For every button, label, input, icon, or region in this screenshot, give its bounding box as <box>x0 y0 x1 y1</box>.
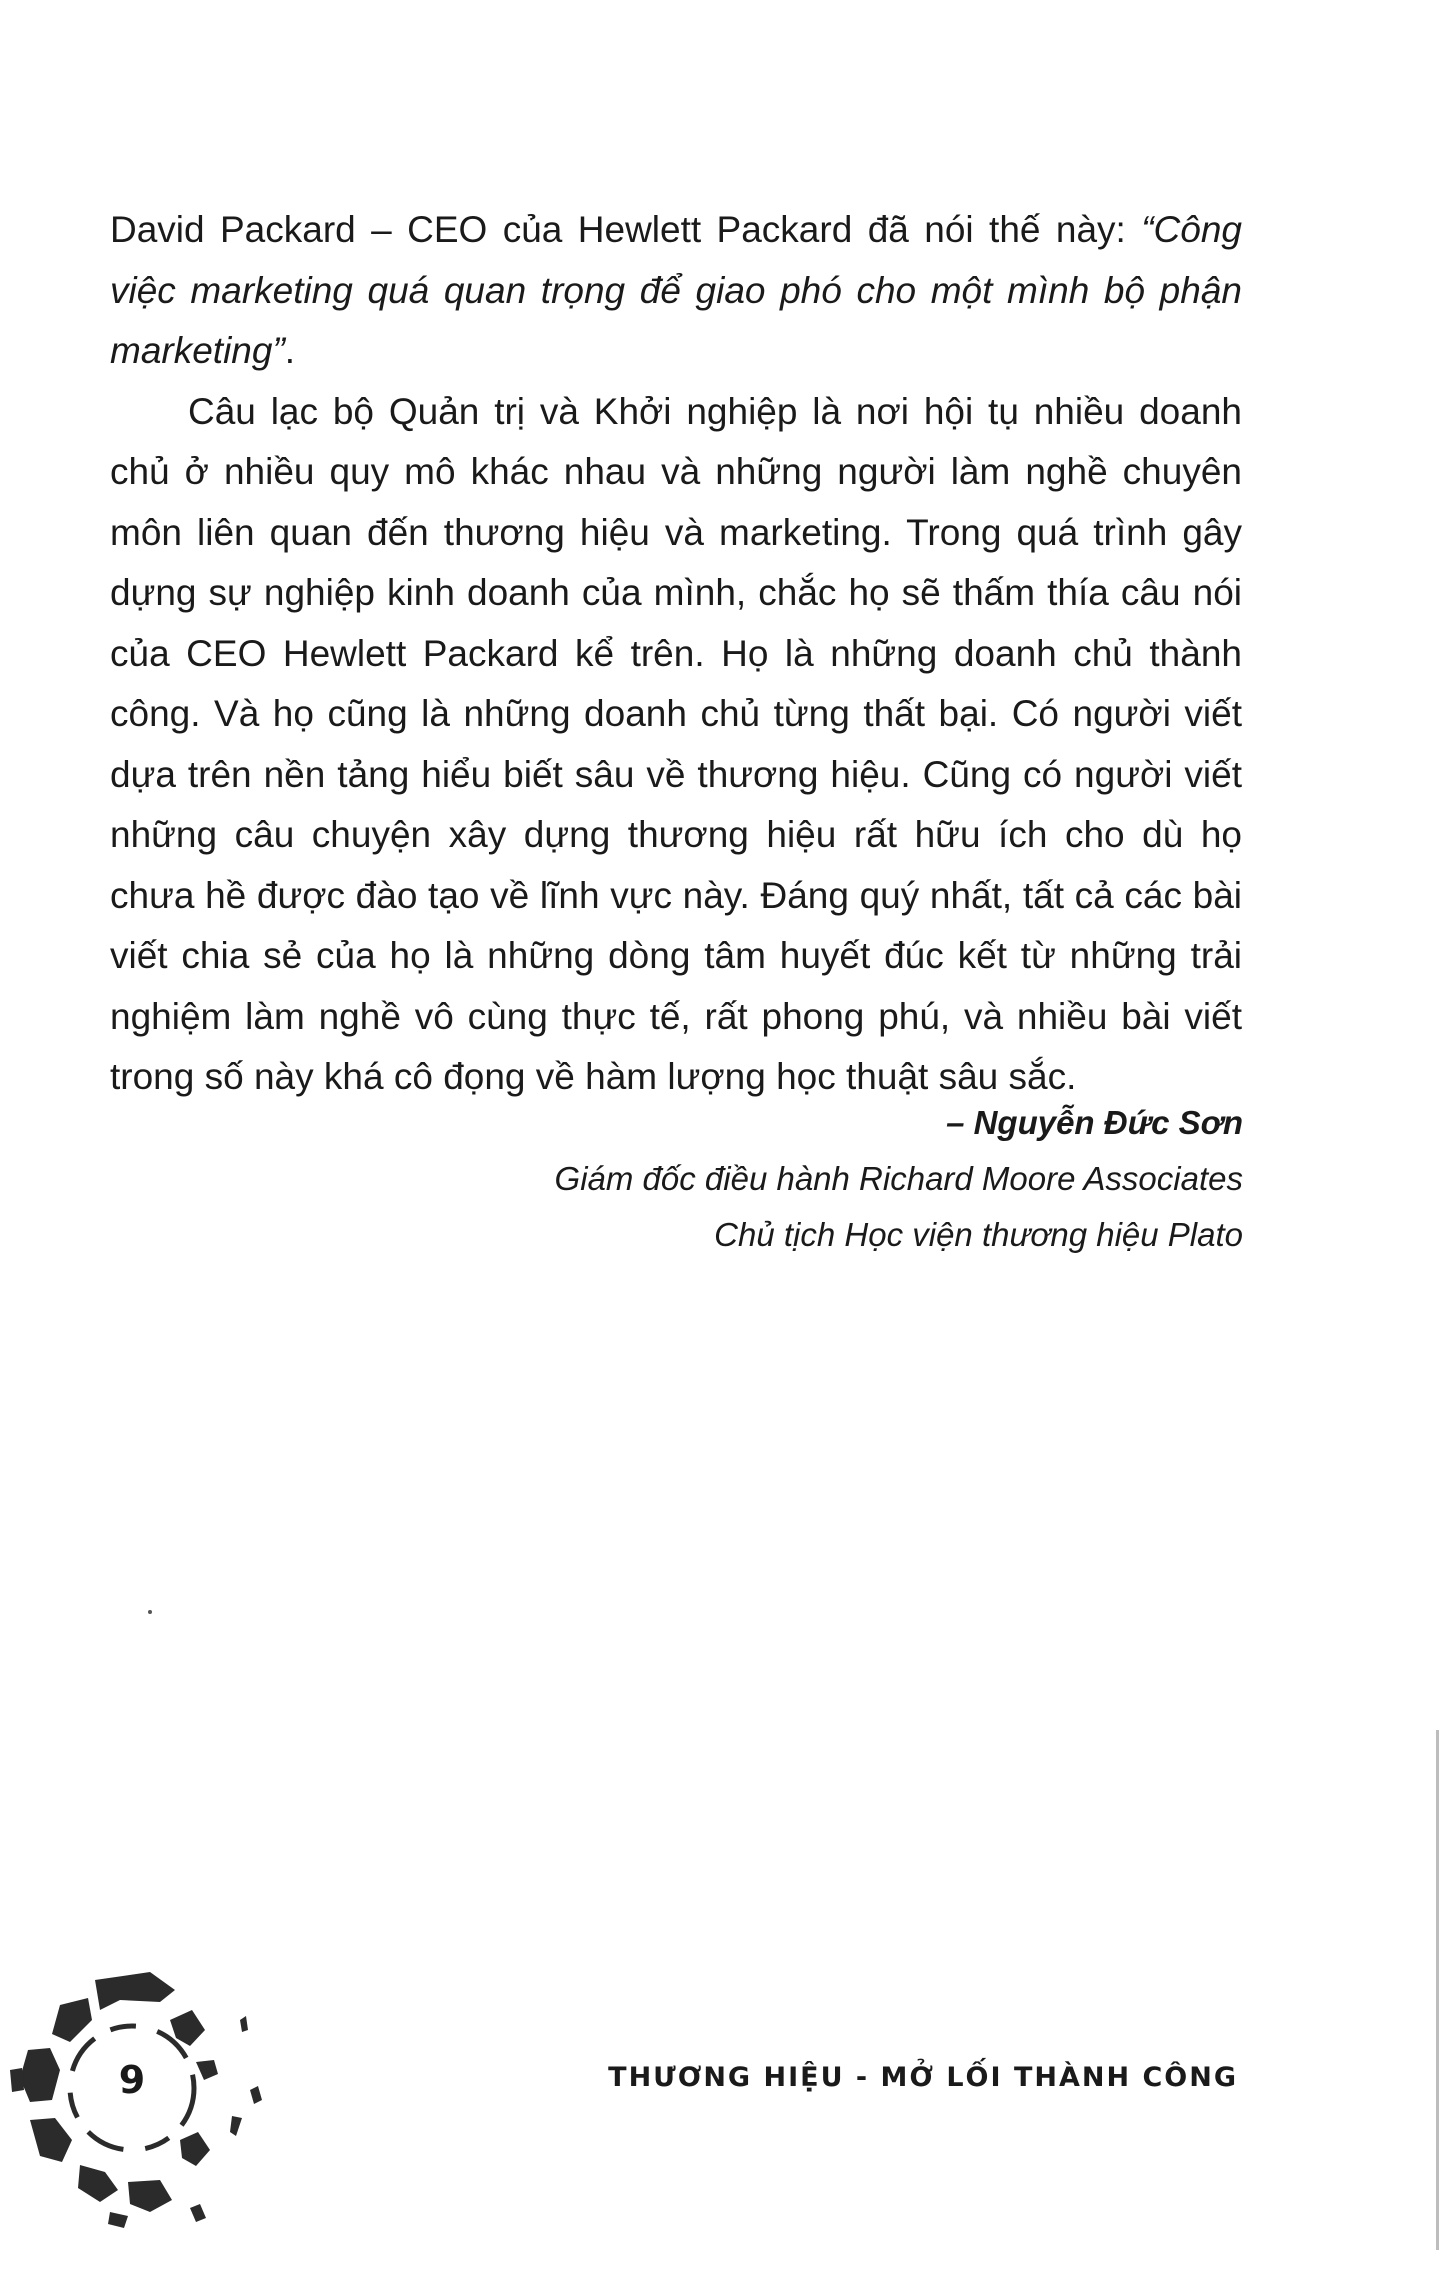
preface-body <box>110 200 1242 1108</box>
quote-end: . <box>284 330 296 371</box>
author-signature <box>555 1095 1243 1263</box>
author-name: – Nguyễn Đức Sơn <box>946 1104 1243 1141</box>
page-footer <box>0 1950 1448 2250</box>
paragraph-quote <box>110 200 1242 382</box>
scan-speck <box>148 1610 152 1614</box>
packard-quote: “Công việc marketing quá quan trọng để giao phó cho một mình bộ phận marketing” <box>110 209 1242 371</box>
author-title-1: Giám đốc điều hành Richard Moore Associates <box>554 1160 1243 1197</box>
quote-lead: David Packard – CEO của Hewlett Packard đã nói thế này: <box>110 209 1142 250</box>
author-title-2: Chủ tịch Học viện thương hiệu Plato <box>714 1216 1243 1253</box>
book-title: THƯƠNG HIỆU - MỞ LỐI THÀNH CÔNG <box>608 2062 1238 2093</box>
paragraph-club: Câu lạc bộ Quản trị và Khởi nghiệp là nơi hội tụ nhiều doanh chủ ở nhiều quy mô khác nhau và những người làm nghề chuyên môn liên quan đến thương hiệu và marketing. Trong quá trình gây dựng sự nghiệp kinh doanh của mình, chắc họ sẽ thấm thía câu nói của CEO Hewlett Packard kể trên. Họ là những doanh chủ thành công. Và họ cũng là những doanh chủ từng thất bại. Có người viết dựa trên nền tảng hiểu biết sâu về thương hiệu. Cũng có người viết những câu chuyện xây dựng thương hiệu rất hữu ích cho dù họ chưa hề được đào tạo về lĩnh vực này. Đáng quý nhất, tất cả các bài viết chia sẻ của họ là những dòng tâm huyết đúc kết từ những trải nghiệm làm nghề vô cùng thực tế, rất phong phú, và nhiều bài viết trong số này khá cô đọng về hàm lượng học thuật sâu sắc. <box>110 390 1242 1097</box>
page-number: 9 <box>118 2058 146 2102</box>
